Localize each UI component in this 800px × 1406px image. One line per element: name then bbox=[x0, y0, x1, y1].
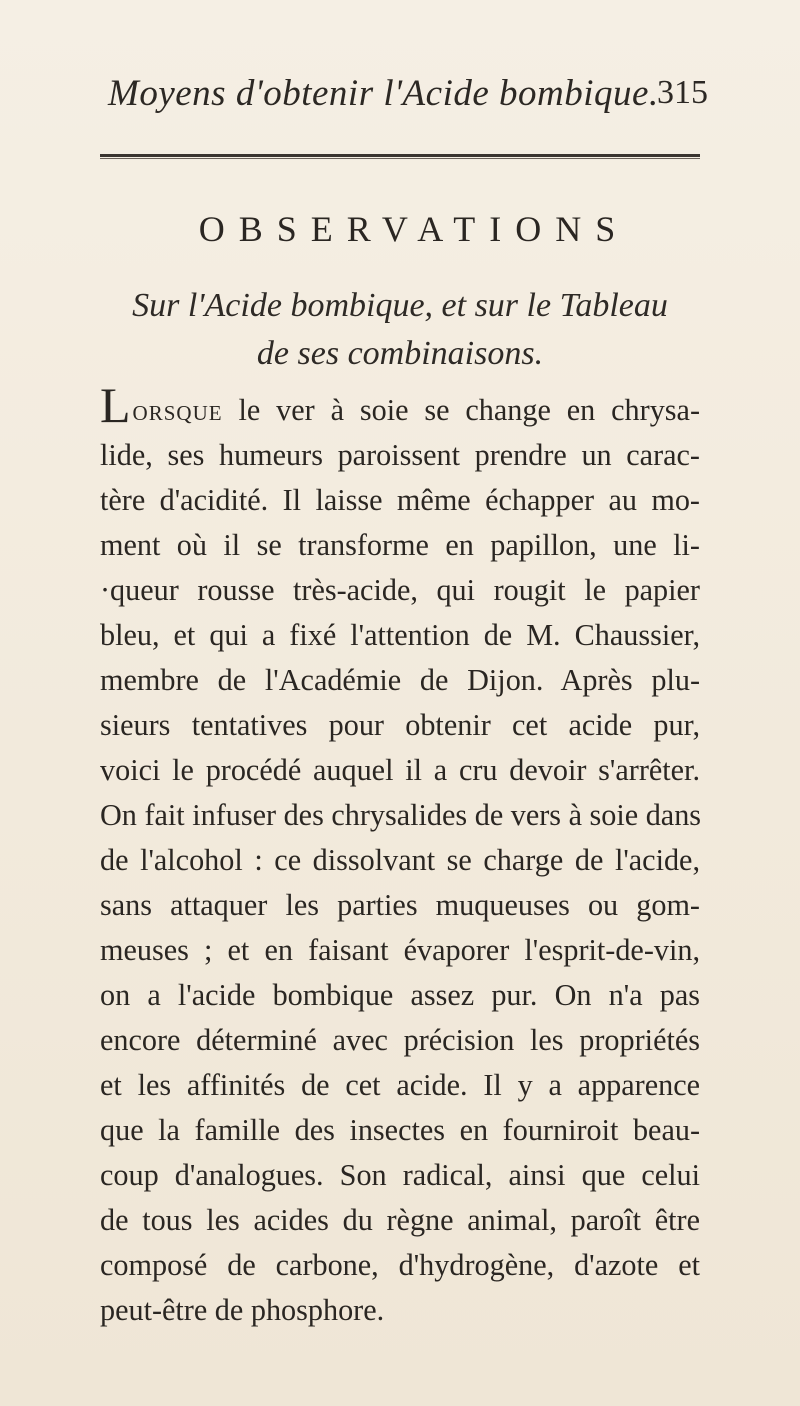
text-line: lide, ses humeurs paroissent prendre un carac- bbox=[100, 438, 700, 472]
text-line: bleu, et qui a fixé l'attention de M. Chaussier, bbox=[100, 618, 700, 652]
text-line: membre de l'Académie de Dijon. Après plu- bbox=[100, 663, 700, 697]
text-line-content: le ver à soie se change en chrysa- bbox=[222, 393, 700, 427]
first-word-rest: orsque bbox=[132, 393, 223, 427]
drop-cap: L bbox=[100, 377, 131, 433]
text-line: tère d'acidité. Il laisse même échapper au mo- bbox=[100, 483, 700, 517]
text-line: de tous les acides du règne animal, paroît être bbox=[100, 1203, 700, 1237]
text-line: ·queur rousse très-acide, qui rougit le papier bbox=[100, 573, 700, 607]
running-head bbox=[0, 72, 800, 122]
header-rule-thin bbox=[100, 158, 700, 159]
text-line bbox=[100, 377, 700, 433]
text-line: encore déterminé avec précision les propriétés bbox=[100, 1023, 700, 1057]
header-rule bbox=[100, 154, 700, 157]
text-line: ment où il se transforme en papillon, une li- bbox=[100, 528, 700, 562]
text-line: voici le procédé auquel il a cru devoir s'arrêter. bbox=[100, 753, 700, 787]
body-paragraph bbox=[100, 377, 702, 1333]
text-line: sieurs tentatives pour obtenir cet acide pur, bbox=[100, 708, 700, 742]
text-line: meuses ; et en faisant évaporer l'esprit-de-vin, bbox=[100, 933, 700, 967]
subtitle bbox=[0, 282, 800, 378]
text-line: que la famille des insectes en fourniroit beau- bbox=[100, 1113, 700, 1147]
section-title: OBSERVATIONS bbox=[198, 209, 630, 249]
text-line: composé de carbone, d'hydrogène, d'azote et bbox=[100, 1248, 700, 1282]
text-line: On fait infuser des chrysalides de vers à soie dans bbox=[100, 798, 702, 832]
subtitle-line-2: de ses combinaisons. bbox=[256, 335, 544, 372]
text-line: et les affinités de cet acide. Il y a apparence bbox=[100, 1068, 700, 1102]
text-line: peut-être de phosphore. bbox=[100, 1293, 385, 1327]
text-line: coup d'analogues. Son radical, ainsi que celui bbox=[100, 1158, 700, 1192]
running-title: Moyens d'obtenir l'Acide bombique. bbox=[108, 73, 659, 114]
text-line: de l'alcohol : ce dissolvant se charge de l'acide, bbox=[100, 843, 700, 877]
page-number: 315 bbox=[657, 74, 708, 111]
text-line: on a l'acide bombique assez pur. On n'a pas bbox=[100, 978, 700, 1012]
subtitle-line-1: Sur l'Acide bombique, et sur le Tableau bbox=[132, 287, 668, 324]
text-line: sans attaquer les parties muqueuses ou gom- bbox=[100, 888, 700, 922]
